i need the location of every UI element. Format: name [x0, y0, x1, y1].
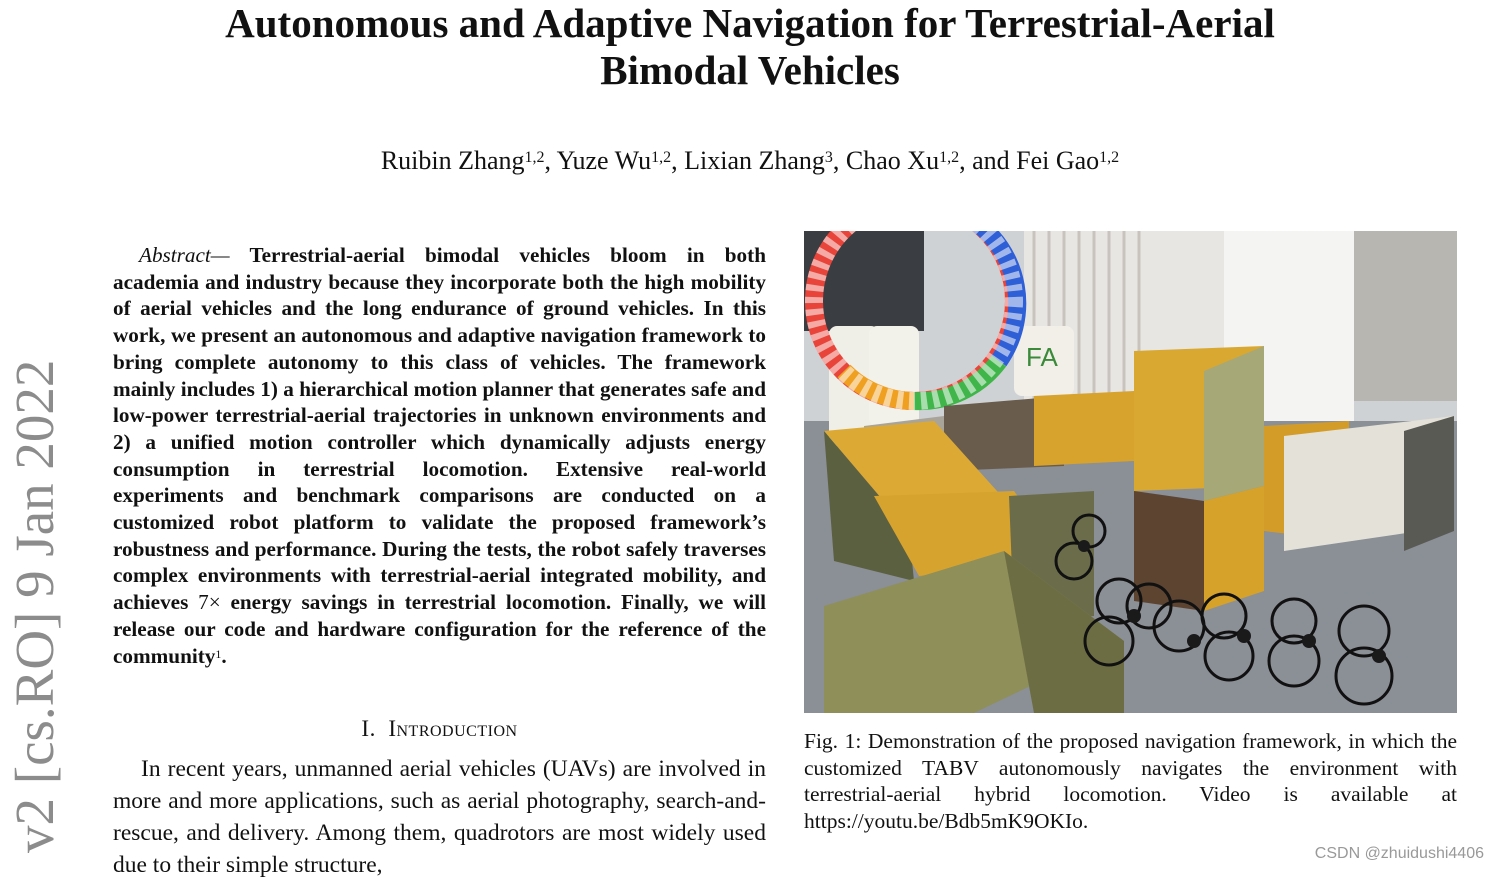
figure-caption: Fig. 1: Demonstration of the proposed navigation framework, in which the customized TABV autonomously navigates the environment with terrestrial-aerial hybrid locomotion. Video is available at https://youtu.be/Bdb5mK9OKIo. [804, 729, 1457, 833]
abstract-math: 7× [198, 590, 221, 615]
intro-paragraph: In recent years, unmanned aerial vehicles (UAVs) are involved in more and more applications, such as aerial photography, search-and-rescue, and delivery. Among them, quadrotors are most widely used due to their simple structure, [113, 756, 766, 878]
author-affiliation: 1,2 [939, 149, 960, 166]
banner-text: FA [1026, 342, 1058, 372]
abstract-label: Abstract— [139, 243, 230, 267]
paper-title [150, 0, 1350, 94]
arxiv-stamp: v2 [cs.RO] 9 Jan 2022 [4, 359, 65, 853]
author-name: Ruibin Zhang [380, 146, 525, 175]
footnote-mark: 1 [215, 646, 222, 661]
author-affiliation: 1,2 [1099, 149, 1120, 166]
abstract [113, 242, 766, 669]
author-name: Lixian Zhang [684, 146, 825, 175]
author-name: Chao Xu [845, 146, 940, 175]
author-separator: , [544, 146, 557, 175]
title-line-2: Bimodal Vehicles [600, 47, 900, 93]
abstract-text: Terrestrial-aerial bimodal vehicles bloom in both academia and industry because they incorporate both the high mobility of aerial vehicles and the long endurance of ground vehicles. In this work, we present an autonomous and adaptive navigation framework to bring complete autonomy to this class of vehicles. The framework mainly includes 1) a hierarchical motion planner that generates safe and low-power terrestrial-aerial trajectories in unknown environments and 2) a unified motion controller which dynamically adjusts energy consumption in terrestrial locomotion. Extensive real-world experiments and benchmark comparisons are conducted on a customized robot platform to validate the proposed framework’s robustness and performance. During the tests, the robot safely traverses complex environments with terrestrial-aerial integrated mobility, and achieves [113, 243, 766, 615]
title-line-1: Autonomous and Adaptive Navigation for Terrestrial-Aerial [225, 0, 1275, 46]
photo-illustration [804, 231, 1457, 713]
author-separator: , [671, 146, 685, 175]
author-affiliation: 1,2 [651, 149, 672, 166]
abstract-text-cont: energy savings in terrestrial locomotion. Finally, we will release our code and hardware configuration for the reference of the community [113, 590, 766, 668]
author-separator: , [832, 146, 846, 175]
abstract-end: . [221, 643, 227, 668]
author-affiliation: 3 [824, 149, 833, 166]
author-affiliation: 1,2 [524, 149, 545, 166]
section-title: Introduction [388, 716, 518, 741]
section-heading [113, 714, 766, 744]
author-name: Fei Gao [1016, 146, 1100, 175]
figure-photo [804, 231, 1457, 713]
section-number: I. [361, 716, 376, 741]
author-separator: , and [959, 146, 1017, 175]
watermark: CSDN @zhuidushi4406 [1314, 845, 1484, 862]
author-name: Yuze Wu [556, 146, 652, 175]
author-list [150, 145, 1350, 177]
